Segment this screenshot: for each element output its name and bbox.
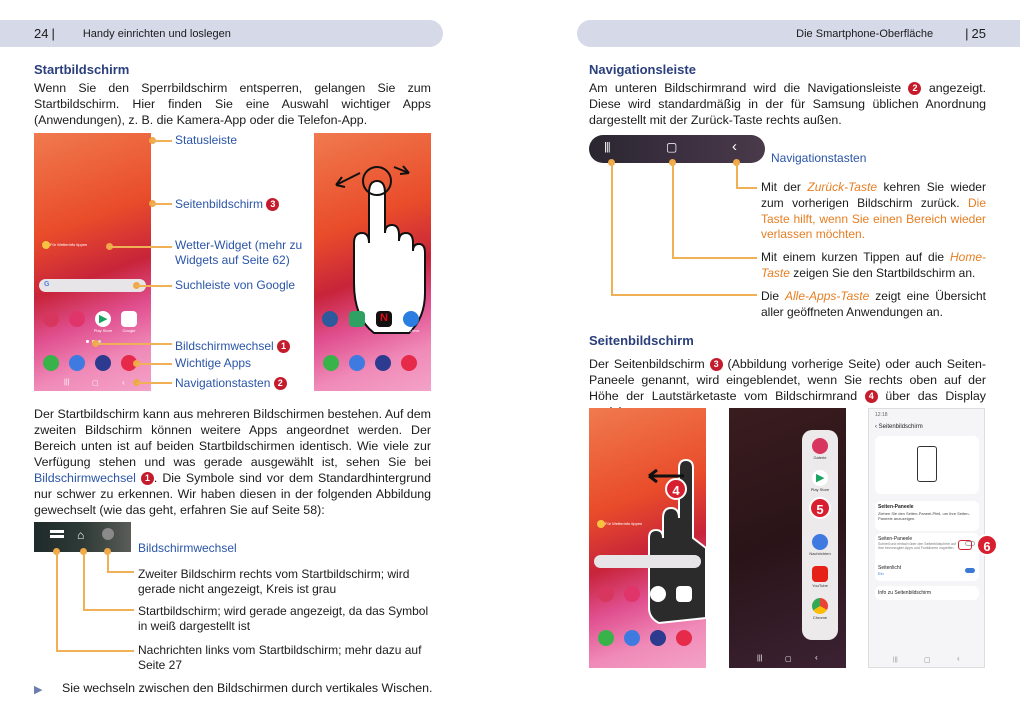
right-page-header: Die Smartphone-Oberfläche | 25 bbox=[577, 20, 1020, 47]
callout-wetter-widget: Wetter-Widget (mehr zu Widgets auf Seite 62) bbox=[175, 238, 303, 267]
play-store-icon[interactable]: ▶ bbox=[95, 311, 111, 327]
messages-app-icon[interactable] bbox=[69, 355, 85, 371]
youtube-panel-icon[interactable] bbox=[812, 566, 828, 582]
gallery-panel-icon[interactable] bbox=[812, 438, 828, 454]
internet-app-icon-2[interactable] bbox=[375, 355, 391, 371]
edge-panel: Galerie ▶ Play Store Nachrichten YouTube Chrome bbox=[802, 430, 838, 640]
weather-widget-text: Für Wetterinfo tippen bbox=[50, 242, 88, 247]
apps-key-description: Die Alle-Apps-Taste zeigt eine Übersicht aller geöffneten Anwendungen an. bbox=[761, 289, 986, 319]
callout-seitenbildschirm: Seitenbildschirm 3 bbox=[175, 197, 279, 212]
flower-app-icon[interactable] bbox=[69, 311, 85, 327]
nav-home-icon[interactable]: ▢ bbox=[92, 380, 99, 387]
phone-illustration-icon bbox=[917, 446, 937, 482]
netflix-app-icon[interactable]: N bbox=[376, 311, 392, 327]
internet-app-icon[interactable] bbox=[95, 355, 111, 371]
switch-item-news: Nachrichten links vom Startbildschirm; mehr dazu auf Seite 27 bbox=[138, 643, 422, 672]
marker-5: 5 bbox=[809, 497, 831, 519]
messages-app-icon-2[interactable] bbox=[349, 355, 365, 371]
playstore-panel-icon[interactable]: ▶ bbox=[812, 470, 828, 486]
tip-arrow-icon: ▶ bbox=[34, 684, 43, 696]
side-light-toggle[interactable] bbox=[965, 568, 975, 573]
header-title-right: Die Smartphone-Oberfläche bbox=[796, 27, 934, 40]
news-screen-icon[interactable] bbox=[50, 530, 64, 533]
tip-text: Sie wechseln zwischen den Bildschirmen durch vertikales Wischen. bbox=[62, 681, 433, 695]
onedrive-label: OneDrive bbox=[402, 328, 420, 333]
navigation-intro: Am unteren Bildschirmrand wird die Navigationsleiste 2 angezeigt. Diese wird standardmäßig in der für Samsung üblichen Anordnung dargestellt mit der Zurück-Taste rechts außen. bbox=[589, 81, 987, 127]
switch-title: Bildschirmwechsel bbox=[138, 541, 237, 555]
home-key-description: Mit einem kurzen Tippen auf die Home-Taste zeigen Sie den Startbildschirm an. bbox=[761, 250, 987, 280]
marker-4: 4 bbox=[665, 478, 687, 500]
netflix-label: Netflix bbox=[378, 328, 390, 333]
second-screen-phone bbox=[314, 133, 431, 391]
callout-navigationstasten: Navigationstasten 2 bbox=[175, 376, 287, 391]
settings-phone: 12:18 ‹ Seitenbildschirm Seiten-Paneele Ziehen Sie den Seiten-Paneel-Pfeil, um Ihre Seiten-Paneele anzuzeigen. Seiten-Paneele Schnell und einfach über den Seitenbildschirm auf Ihre bevorzugten Apps und Funktionen zugreifen. Seitenlicht Ein Info zu Seitenbildschirm ||| ▢ ‹ bbox=[868, 408, 985, 668]
swipe-in-phone: Für Wetterinfo tippen bbox=[589, 408, 706, 668]
left-page-header: 24 | Handy einrichten und loslegen bbox=[0, 20, 443, 47]
second-screen-indicator-icon[interactable] bbox=[102, 528, 114, 540]
play-store-label: Play Store bbox=[93, 328, 113, 333]
edge-panel-phone: Galerie ▶ Play Store Nachrichten YouTube Chrome ||| ▢ ‹ bbox=[729, 408, 846, 668]
gallery-app-icon[interactable] bbox=[43, 311, 59, 327]
callout-wichtige-apps: Wichtige Apps bbox=[175, 356, 252, 370]
clock-app-icon[interactable] bbox=[322, 311, 338, 327]
marker-6: 6 bbox=[976, 534, 998, 556]
page-number-left: 24 bbox=[34, 26, 49, 41]
phone-app-icon[interactable] bbox=[43, 355, 59, 371]
camera-app-icon-2[interactable] bbox=[401, 355, 417, 371]
settings-back-title[interactable]: ‹ Seitenbildschirm bbox=[875, 424, 923, 430]
switch-item-home-screen: Startbildschirm; wird gerade angezeigt, da das Symbol in weiß dargestellt ist bbox=[138, 604, 429, 633]
heading-seitenbildschirm: Seitenbildschirm bbox=[589, 333, 694, 348]
callout-suchleiste: Suchleiste von Google bbox=[175, 278, 296, 292]
nav-keys-title: Navigationstasten bbox=[771, 151, 867, 165]
back-key-icon[interactable]: ‹ bbox=[732, 138, 737, 155]
google-search-bar[interactable] bbox=[39, 279, 146, 292]
recent-apps-key-icon[interactable]: ||| bbox=[604, 141, 610, 153]
back-key-description: Mit der Zurück-Taste kehren Sie wieder zum vorherigen Bildschirm zurück. Die Taste hilft, wenn Sie einen Bereich wieder verlassen möchten. bbox=[761, 180, 986, 242]
page-number-right: 25 bbox=[971, 26, 986, 41]
chrome-panel-icon[interactable] bbox=[812, 598, 828, 614]
home-screen-phone bbox=[34, 133, 151, 391]
google-label: Google bbox=[122, 328, 136, 333]
phone-app-icon-2[interactable] bbox=[323, 355, 339, 371]
home-screen-indicator-icon[interactable]: ⌂ bbox=[77, 528, 85, 542]
heading-startbildschirm: Startbildschirm bbox=[34, 62, 130, 77]
switch-item-second-screen: Zweiter Bildschirm rechts vom Startbildschirm; wird gerade nicht angezeigt, Kreis ist grau bbox=[138, 567, 410, 596]
google-folder-icon[interactable] bbox=[121, 311, 137, 327]
callout-bildschirmwechsel: Bildschirmwechsel 1 bbox=[175, 339, 290, 354]
header-title-left: Handy einrichten und loslegen bbox=[82, 27, 231, 40]
intro-paragraph: Wenn Sie den Sperrbildschirm entsperren, gelangen Sie zum Startbildschirm. Hier finden Sie eine Auswahl wichtiger Apps (Anwendungen), z. B. die Kamera-App oder die Telefon-App. bbox=[34, 81, 431, 127]
paragraph-multiple-screens: Der Startbildschirm kann aus mehreren Bildschirmen bestehen. Auf dem zweiten Bildschirm können weitere Apps angeordnet werden. Der Bereich unten ist auf beiden Startbildschirmen identisch. Wie viele zur Verfügung stehen und was gerade ausgewählt ist, sehen Sie bei Bildschirmwechsel 1 . Die Symbole sind vor dem Standardhintergrund nur schwer zu erkennen. Wir haben diesen in der folgenden Abbildung gewechselt (wie das geht, erfahren Sie auf Seite 58): bbox=[34, 407, 431, 517]
heading-navigationsleiste: Navigationsleiste bbox=[589, 62, 696, 77]
messages-panel-icon[interactable] bbox=[812, 534, 828, 550]
onedrive-app-icon[interactable] bbox=[403, 311, 419, 327]
calendar-app-icon[interactable] bbox=[349, 311, 365, 327]
side-screen-paragraph: Der Seitenbildschirm 3 (Abbildung vorherige Seite) oder auch Seiten-Paneele genannt, wird eingeblendet, wenn Sie rechts oben auf der Höhe der Lautstärketaste vom Bildschirmrand 4 über das Display bbox=[589, 357, 986, 403]
weather-sun-icon bbox=[42, 241, 50, 249]
home-key-icon[interactable]: ▢ bbox=[666, 140, 678, 154]
google-g-icon: G bbox=[44, 281, 50, 288]
nav-recent-icon[interactable]: ||| bbox=[64, 379, 70, 386]
nav-back-icon[interactable]: ‹ bbox=[122, 378, 125, 387]
swipe-gesture-hand-icon bbox=[314, 133, 431, 391]
callout-statusleiste: Statusleiste bbox=[175, 133, 238, 147]
swipe-left-hand-icon bbox=[589, 408, 706, 668]
